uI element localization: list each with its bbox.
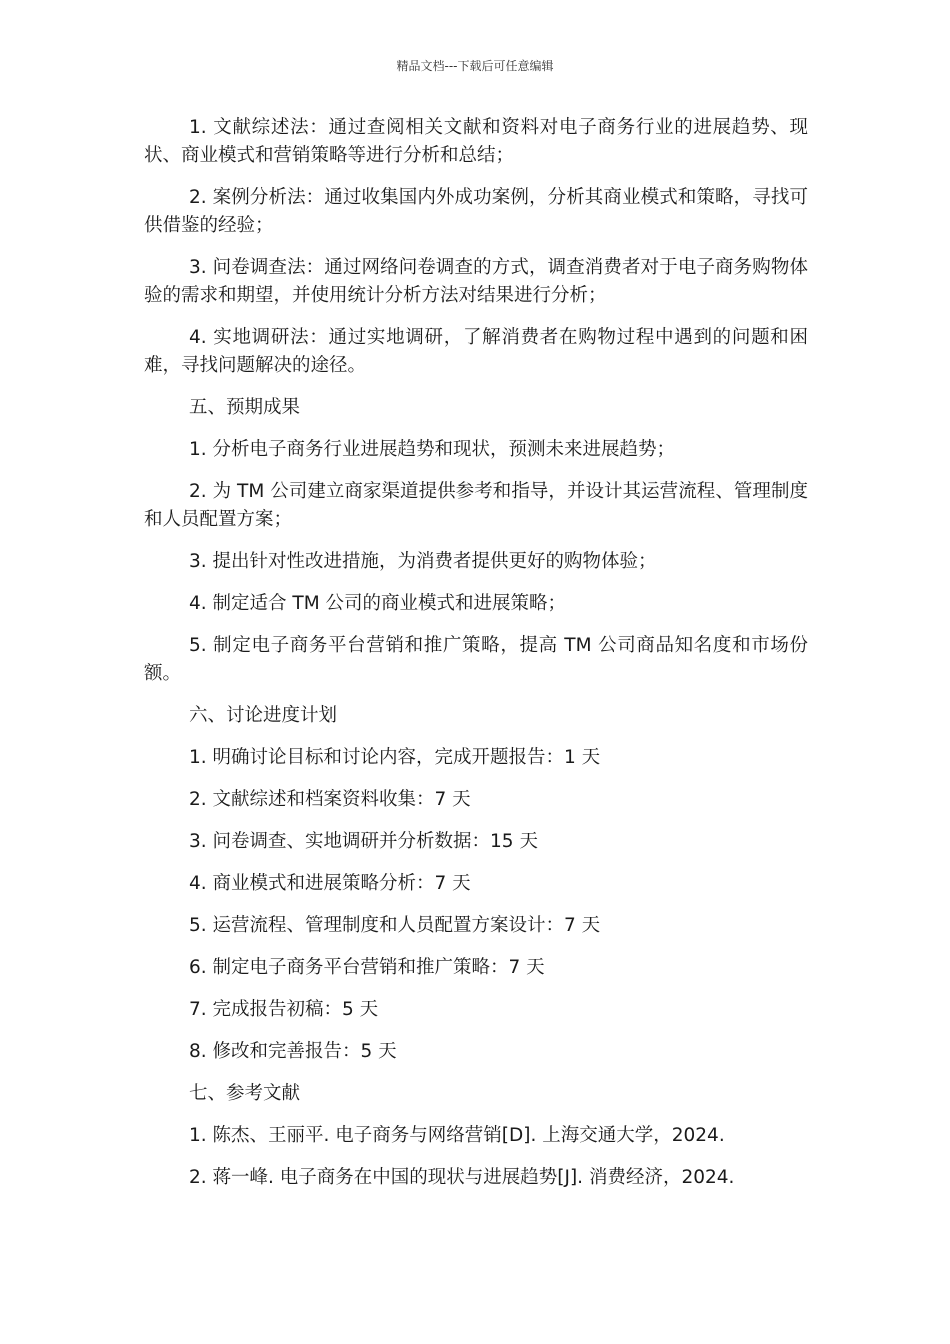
- result-item-5: 5. 制定电子商务平台营销和推广策略，提高 TM 公司商品知名度和市场份额。: [144, 635, 808, 684]
- document-body: [144, 114, 808, 1206]
- section-heading-schedule: 六、讨论进度计划: [189, 705, 338, 726]
- method-field-research: 4. 实地调研法：通过实地调研，了解消费者在购物过程中遇到的问题和困难，寻找问题解决的途径。: [144, 327, 808, 376]
- method-questionnaire: 3. 问卷调查法：通过网络问卷调查的方式，调查消费者对于电子商务购物体验的需求和期望，并使用统计分析方法对结果进行分析；: [144, 257, 808, 306]
- page-header: 精品文档---下载后可任意编辑: [396, 59, 554, 73]
- result-item-2: 2. 为 TM 公司建立商家渠道提供参考和指导，并设计其运营流程、管理制度和人员配置方案；: [144, 481, 808, 530]
- result-item-4: 4. 制定适合 TM 公司的商业模式和进展策略；: [189, 593, 567, 614]
- section-heading-expected-results: 五、预期成果: [189, 397, 301, 418]
- schedule-item-5: 5. 运营流程、管理制度和人员配置方案设计：7 天: [189, 915, 601, 936]
- method-literature-review: 1. 文献综述法：通过查阅相关文献和资料对电子商务行业的进展趋势、现状、商业模式和营销策略等进行分析和总结；: [144, 117, 808, 166]
- schedule-item-2: 2. 文献综述和档案资料收集：7 天: [189, 789, 471, 810]
- result-item-3: 3. 提出针对性改进措施，为消费者提供更好的购物体验；: [189, 551, 657, 572]
- reference-item-2: 2. 蒋一峰. 电子商务在中国的现状与进展趋势[J]. 消费经济，2024.: [189, 1167, 735, 1188]
- reference-item-1: 1. 陈杰、王丽平. 电子商务与网络营销[D]. 上海交通大学，2024.: [189, 1125, 725, 1146]
- schedule-item-6: 6. 制定电子商务平台营销和推广策略：7 天: [189, 957, 545, 978]
- schedule-item-4: 4. 商业模式和进展策略分析：7 天: [189, 873, 471, 894]
- schedule-item-8: 8. 修改和完善报告：5 天: [189, 1041, 397, 1062]
- section-heading-references: 七、参考文献: [189, 1083, 301, 1104]
- schedule-item-3: 3. 问卷调查、实地调研并分析数据：15 天: [189, 831, 538, 852]
- schedule-item-7: 7. 完成报告初稿：5 天: [189, 999, 379, 1020]
- method-case-analysis: 2. 案例分析法：通过收集国内外成功案例，分析其商业模式和策略，寻找可供借鉴的经验；: [144, 187, 808, 236]
- schedule-item-1: 1. 明确讨论目标和讨论内容，完成开题报告：1 天: [189, 747, 601, 768]
- result-item-1: 1. 分析电子商务行业进展趋势和现状，预测未来进展趋势；: [189, 439, 676, 460]
